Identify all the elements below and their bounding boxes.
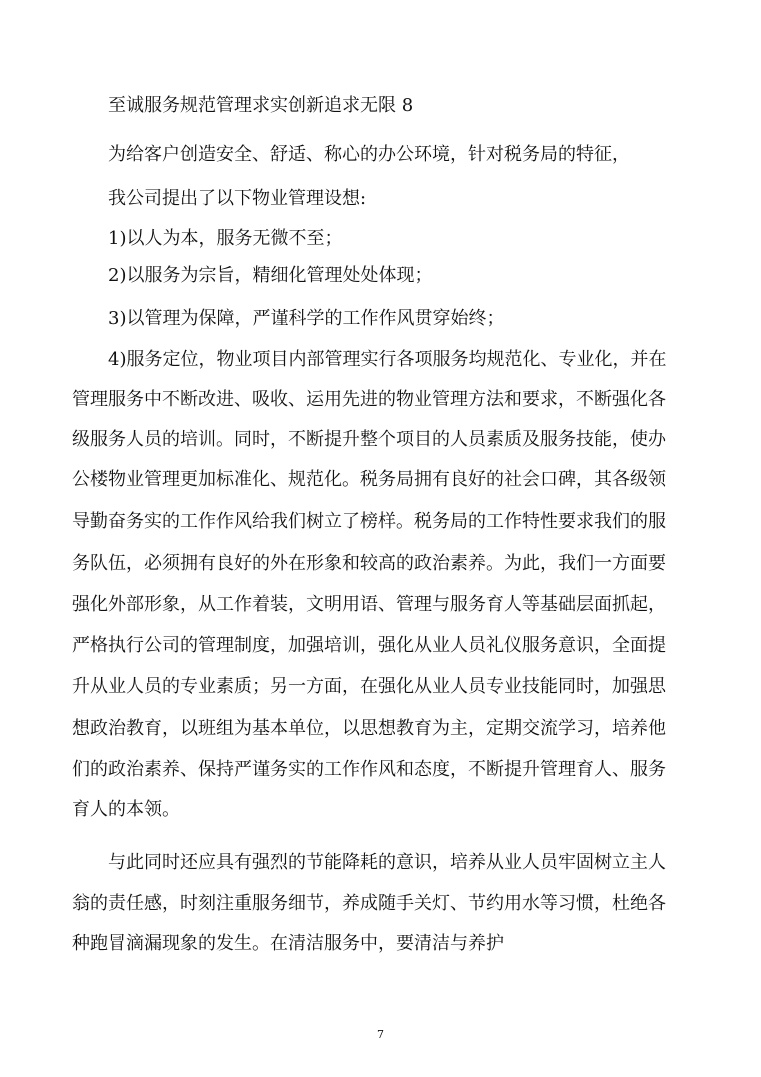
heading-line: 至诚服务规范管理求实创新追求无限 8 <box>108 95 414 116</box>
paragraph-line: 们的政治素养、保持严谨务实的工作作风和态度，不断提升管理育人、服务 <box>72 759 666 780</box>
paragraph-line: 公楼物业管理更加标准化、规范化。税务局拥有良好的社会口碑，其各级领 <box>72 469 666 490</box>
paragraph-line: 与此同时还应具有强烈的节能降耗的意识，培养从业人员牢固树立主人 <box>108 852 666 873</box>
paragraph-line: 翁的责任感，时刻注重服务细节，养成随手关灯、节约用水等习惯，杜绝各 <box>72 893 666 914</box>
list-item: 3)以管理为保障，严谨科学的工作作风贯穿始终； <box>108 308 505 329</box>
paragraph-line: 为给客户创造安全、舒适、称心的办公环境，针对税务局的特征， <box>108 144 630 165</box>
paragraph-line: 务队伍，必须拥有良好的外在形象和较高的政治素养。为此，我们一方面要 <box>72 553 666 574</box>
paragraph-line: 想政治教育，以班组为基本单位，以思想教育为主，定期交流学习，培养他 <box>72 718 666 739</box>
paragraph-line: 育人的本领。 <box>72 799 180 820</box>
list-item: 4)服务定位，物业项目内部管理实行各项服务均规范化、专业化，并在 <box>108 349 667 370</box>
list-item: 1)以人为本，服务无微不至； <box>108 228 343 249</box>
list-item: 2)以服务为宗旨，精细化管理处处体现； <box>108 265 433 286</box>
page-number: 7 <box>377 1028 384 1041</box>
paragraph-line: 导勤奋务实的工作作风给我们树立了榜样。税务局的工作特性要求我们的服 <box>72 511 666 532</box>
paragraph-line: 严格执行公司的管理制度，加强培训，强化从业人员礼仪服务意识，全面提 <box>72 635 666 656</box>
paragraph-line: 级服务人员的培训。同时，不断提升整个项目的人员素质及服务技能，使办 <box>72 429 666 450</box>
paragraph-line: 升从业人员的专业素质；另一方面，在强化从业人员专业技能同时，加强思 <box>72 676 666 697</box>
paragraph-line: 种跑冒滴漏现象的发生。在清洁服务中，要清洁与养护 <box>72 933 504 954</box>
paragraph-line: 我公司提出了以下物业管理设想: <box>108 188 367 209</box>
paragraph-line: 管理服务中不断改进、吸收、运用先进的物业管理方法和要求，不断强化各 <box>72 389 666 410</box>
paragraph-line: 强化外部形象，从工作着装，文明用语、管理与服务育人等基础层面抓起， <box>72 594 666 615</box>
